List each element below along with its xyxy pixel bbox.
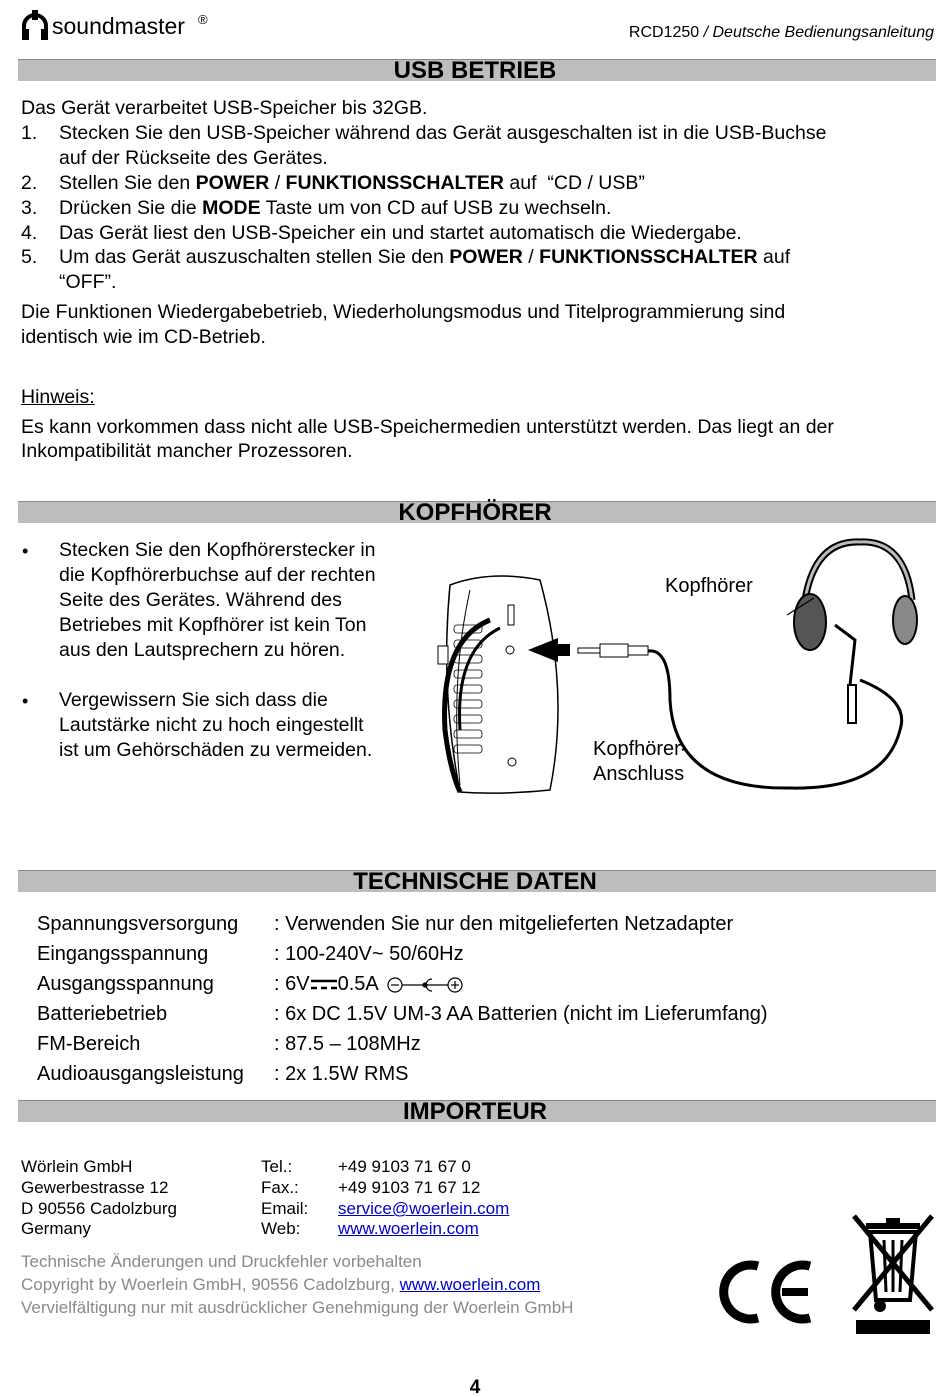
manual-title: / Deutsche Bedienungsanleitung (703, 24, 934, 41)
tech-label-fm: FM-Bereich (37, 1033, 141, 1055)
model-number: RCD1250 (628, 24, 700, 41)
page-number: 4 (469, 1377, 481, 1397)
usb-step-5-cont: “OFF”. (59, 271, 117, 293)
bullet-1-marker: • (22, 541, 29, 561)
headphone-bullet-1: Stecken Sie den Kopfhörerstecker in die Kopfhörerbuchse auf der rechten Seite des Gerätes. Während des Betriebes mit Kopfhörer ist kein Ton aus den Lautsprechern zu hören. (59, 539, 376, 661)
footer-reproduction-notice: Vervielfältigung nur mit ausdrücklicher Genehmigung der Woerlein GmbH (21, 1298, 574, 1317)
label-headphone: Kopfhörer (665, 575, 753, 597)
contact-email-link[interactable]: service@woerlein.com (338, 1199, 510, 1218)
usb-step-1-cont: auf der Rückseite des Gerätes. (59, 147, 328, 169)
tech-value-output-voltage: : 6V 0.5A (274, 973, 463, 996)
usb-step-5: 5. Um das Gerät auszuschalten stellen Sie den POWER / FUNKTIONSSCHALTER auf (21, 246, 791, 268)
usb-intro: Das Gerät verarbeitet USB-Speicher bis 32GB. (21, 97, 428, 119)
brand-name: soundmaster (52, 13, 185, 39)
headphone-diagram (430, 530, 945, 810)
usb-para-line2: identisch wie im CD-Betrieb. (21, 326, 266, 348)
ce-mark-icon (714, 1260, 814, 1324)
hint-line1: Es kann vorkommen dass nicht alle USB-Speichermedien unterstützt werden. Das liegt an der (21, 416, 834, 438)
importer-street: Gewerbestrasse 12 (21, 1178, 169, 1197)
contact-value-fax: +49 9103 71 67 12 (338, 1178, 481, 1197)
label-headphone-jack: Kopfhörer- Anschluss (593, 738, 688, 785)
usb-step-3: 3. Drücken Sie die MODE Taste um von CD auf USB zu wechseln. (21, 197, 612, 219)
importer-section-title: IMPORTEUR (403, 1098, 547, 1125)
contact-label-web: Web: (261, 1219, 301, 1238)
usb-para-line1: Die Funktionen Wiedergabebetrieb, Wiederholungsmodus und Titelprogrammierung sind (21, 301, 786, 323)
tech-value-input-voltage: : 100-240V~ 50/60Hz (274, 943, 464, 965)
weee-bin-icon (850, 1212, 936, 1340)
hint-label: Hinweis: (21, 386, 95, 408)
doc-header-title (629, 24, 934, 42)
headphone-section-title: KOPFHÖRER (398, 499, 552, 526)
tech-label-battery: Batteriebetrieb (37, 1003, 168, 1025)
tech-value-power-supply: : Verwenden Sie nur den mitgelieferten Netzadapter (274, 913, 734, 935)
footer-disclaimer: Technische Änderungen und Druckfehler vorbehalten (21, 1252, 422, 1271)
tech-label-input-voltage: Eingangsspannung (37, 943, 209, 965)
headphone-bullet-2: Vergewissern Sie sich dass die Lautstärke nicht zu hoch eingestellt ist um Gehörschäden zu vermeiden. (59, 689, 373, 761)
registered-mark: ® (198, 12, 208, 27)
contact-value-tel: +49 9103 71 67 0 (338, 1157, 471, 1176)
soundmaster-logo-icon (20, 10, 50, 42)
contact-label-tel: Tel.: (261, 1157, 293, 1176)
tech-value-fm: : 87.5 – 108MHz (274, 1033, 421, 1055)
tech-value-audio-output: : 2x 1.5W RMS (274, 1063, 409, 1085)
footer-web-link[interactable]: www.woerlein.com (399, 1275, 541, 1294)
usb-step-4: 4. Das Gerät liest den USB-Speicher ein und startet automatisch die Wiedergabe. (21, 222, 742, 244)
contact-label-email: Email: (261, 1199, 309, 1218)
tech-label-power-supply: Spannungsversorgung (37, 913, 239, 935)
dc-symbol-icon (310, 978, 338, 992)
usb-step-2: 2. Stellen Sie den POWER / FUNKTIONSSCHALTER auf “CD / USB” (21, 172, 645, 194)
tech-value-battery: : 6x DC 1.5V UM-3 AA Batterien (nicht im Lieferumfang) (274, 1003, 768, 1025)
importer-company: Wörlein GmbH (21, 1157, 133, 1176)
bullet-2-marker: • (22, 691, 29, 711)
footer-copyright: Copyright by Woerlein GmbH, 90556 Cadolzburg, www.woerlein.com (21, 1275, 541, 1294)
importer-city: D 90556 Cadolzburg (21, 1199, 177, 1218)
importer-country: Germany (21, 1219, 91, 1238)
brand-logo (20, 10, 220, 44)
tech-label-audio-output: Audioausgangsleistung (37, 1063, 244, 1085)
hint-line2: Inkompatibilität mancher Prozessoren. (21, 440, 353, 462)
polarity-icon (387, 976, 463, 994)
usb-section-title: USB BETRIEB (393, 57, 557, 84)
usb-step-1: 1. Stecken Sie den USB-Speicher während das Gerät ausgeschalten ist in die USB-Buchse (21, 122, 827, 144)
tech-section-title: TECHNISCHE DATEN (353, 868, 597, 895)
contact-web-link[interactable]: www.woerlein.com (338, 1219, 479, 1238)
contact-label-fax: Fax.: (261, 1178, 299, 1197)
tech-label-output-voltage: Ausgangsspannung (37, 973, 214, 995)
